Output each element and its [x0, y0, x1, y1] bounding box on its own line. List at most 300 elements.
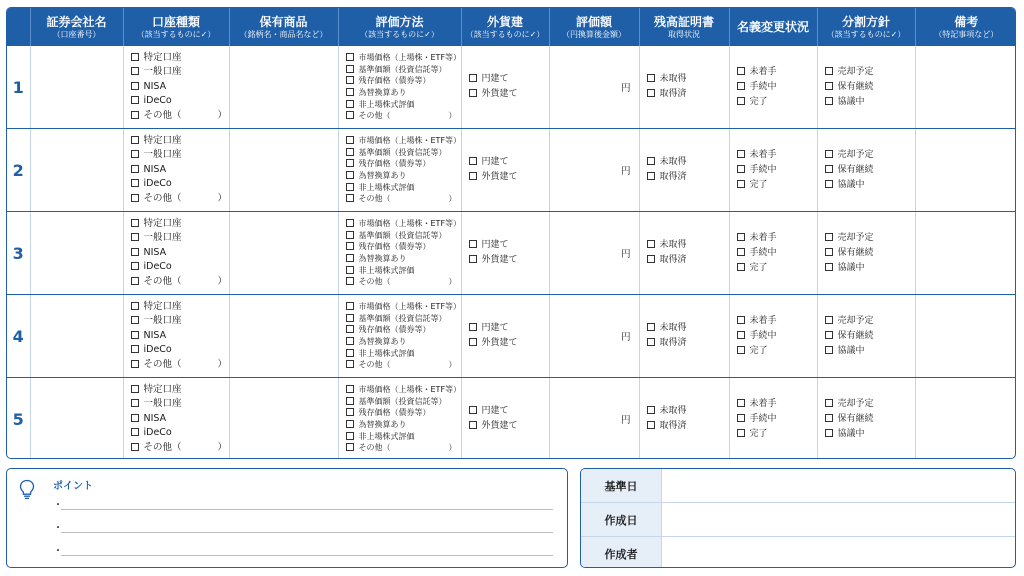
checkbox[interactable] — [131, 302, 139, 310]
checkbox[interactable] — [346, 277, 354, 285]
checkbox[interactable] — [469, 157, 477, 165]
valuation-amount-cell[interactable] — [549, 129, 639, 212]
checkbox-option[interactable] — [346, 182, 461, 194]
checkbox-option[interactable] — [346, 75, 461, 87]
option-list — [640, 72, 729, 102]
checkbox-option[interactable] — [825, 314, 915, 329]
checkbox-option[interactable] — [131, 217, 229, 231]
checkbox-option[interactable] — [737, 329, 817, 344]
checkbox[interactable] — [346, 88, 354, 96]
option-label: 未着手 — [749, 232, 777, 243]
checkbox[interactable] — [131, 82, 139, 90]
checkbox-option[interactable] — [346, 431, 461, 443]
checkbox-option[interactable] — [737, 397, 817, 412]
checkbox[interactable] — [131, 277, 139, 285]
created-date-label: 作成日 — [581, 503, 662, 536]
bullet-marker: ・ — [53, 546, 63, 557]
checkbox[interactable] — [131, 150, 139, 158]
option-label: NISA — [143, 163, 167, 175]
valuation-method-cell — [338, 129, 461, 212]
checkbox-option[interactable] — [825, 231, 915, 246]
valuation-amount-cell[interactable] — [549, 212, 639, 295]
checkbox[interactable] — [825, 316, 833, 324]
checkbox[interactable] — [131, 345, 139, 353]
option-label: 一般口座 — [143, 149, 182, 161]
checkbox[interactable] — [469, 255, 477, 263]
checkbox-option[interactable] — [131, 163, 229, 177]
checkbox[interactable] — [131, 385, 139, 393]
checkbox-option[interactable] — [737, 427, 817, 442]
checkbox-option[interactable] — [737, 163, 817, 178]
checkbox-option[interactable] — [737, 178, 817, 193]
checkbox[interactable] — [825, 82, 833, 90]
checkbox-option[interactable] — [131, 343, 229, 357]
checkbox-option[interactable] — [737, 344, 817, 359]
base-date-row — [581, 469, 1015, 503]
checkbox-option[interactable] — [131, 260, 229, 274]
checkbox-option[interactable] — [469, 321, 549, 336]
option-label: 一般口座 — [143, 232, 182, 244]
option-label: 一般口座 — [143, 66, 182, 78]
checkbox-option[interactable] — [647, 155, 729, 170]
column-header — [817, 8, 915, 46]
broker-name-cell[interactable] — [30, 129, 123, 212]
checkbox-option[interactable] — [647, 72, 729, 87]
checkbox[interactable] — [131, 67, 139, 75]
checkbox-option[interactable] — [737, 412, 817, 427]
checkbox-option[interactable] — [469, 87, 549, 102]
option-label: その他（ — [143, 358, 182, 370]
checkbox[interactable] — [346, 302, 354, 310]
point-bullet-line[interactable] — [53, 519, 553, 533]
checkbox[interactable] — [131, 262, 139, 270]
checkbox-option[interactable] — [131, 412, 229, 426]
checkbox-option[interactable] — [647, 238, 729, 253]
column-header — [915, 8, 1016, 46]
option-label: 売却予定 — [837, 66, 874, 77]
checkbox-option[interactable] — [825, 427, 915, 442]
checkbox[interactable] — [346, 349, 354, 357]
account-type-cell — [123, 46, 229, 129]
checkbox-option[interactable] — [469, 336, 549, 351]
checkbox[interactable] — [131, 360, 139, 368]
checkbox-option[interactable] — [131, 65, 229, 79]
checkbox[interactable] — [647, 421, 655, 429]
checkbox[interactable] — [131, 96, 139, 104]
checkbox-option[interactable] — [131, 397, 229, 411]
checkbox[interactable] — [647, 323, 655, 331]
checkbox[interactable] — [825, 150, 833, 158]
checkbox-option[interactable] — [737, 148, 817, 163]
division-policy-cell — [817, 295, 915, 378]
option-label: 未着手 — [749, 315, 777, 326]
point-title: ポイント — [53, 481, 93, 492]
checkbox-option[interactable] — [346, 336, 461, 348]
checkbox-option[interactable] — [131, 148, 229, 162]
checkbox[interactable] — [131, 53, 139, 61]
checkbox[interactable] — [346, 314, 354, 322]
column-header-subtitle: （該当するものに✓） — [465, 29, 545, 39]
yen-unit: 円 — [620, 332, 631, 343]
checkbox[interactable] — [346, 360, 354, 368]
checkbox[interactable] — [647, 89, 655, 97]
column-header-title: 備考 — [954, 14, 979, 29]
column-header — [729, 8, 817, 46]
checkbox-option[interactable] — [737, 314, 817, 329]
checkbox-option[interactable] — [825, 148, 915, 163]
checkbox-option[interactable] — [346, 348, 461, 360]
checkbox[interactable] — [346, 231, 354, 239]
valuation-amount-cell[interactable] — [549, 46, 639, 129]
checkbox-option[interactable] — [737, 231, 817, 246]
checkbox[interactable] — [737, 248, 745, 256]
checkbox[interactable] — [131, 179, 139, 187]
checkbox-option[interactable] — [825, 329, 915, 344]
checkbox[interactable] — [131, 219, 139, 227]
option-label: 特定口座 — [143, 383, 182, 395]
checkbox[interactable] — [737, 316, 745, 324]
checkbox-option[interactable] — [647, 87, 729, 102]
checkbox-option[interactable] — [469, 419, 549, 434]
checkbox[interactable] — [346, 53, 354, 61]
holdings-cell[interactable] — [229, 129, 338, 212]
checkbox[interactable] — [346, 171, 354, 179]
checkbox-option[interactable] — [131, 94, 229, 108]
option-label: 特定口座 — [143, 217, 182, 229]
checkbox[interactable] — [131, 248, 139, 256]
checkbox-option-other[interactable] — [131, 441, 229, 455]
checkbox-option[interactable] — [131, 246, 229, 260]
broker-name-cell[interactable] — [30, 295, 123, 378]
base-date-field[interactable] — [662, 469, 1015, 502]
checkbox-option[interactable] — [346, 135, 461, 147]
certificate-status-cell — [639, 212, 729, 295]
checkbox-option[interactable] — [346, 147, 461, 159]
close-paren: ） — [448, 360, 457, 370]
checkbox-option[interactable] — [825, 412, 915, 427]
checkbox[interactable] — [346, 432, 354, 440]
checkbox[interactable] — [737, 97, 745, 105]
remarks-cell[interactable] — [915, 46, 1016, 129]
option-label: 売却予定 — [837, 398, 874, 409]
checkbox[interactable] — [346, 443, 354, 451]
checkbox-option[interactable] — [346, 99, 461, 111]
checkbox[interactable] — [737, 233, 745, 241]
point-bullet-line[interactable] — [53, 542, 553, 556]
checkbox-option[interactable] — [131, 383, 229, 397]
checkbox[interactable] — [131, 165, 139, 173]
checkbox-option[interactable] — [346, 396, 461, 408]
checkbox-option[interactable] — [131, 51, 229, 65]
checkbox[interactable] — [469, 240, 477, 248]
checkbox[interactable] — [131, 399, 139, 407]
checkbox-option[interactable] — [825, 397, 915, 412]
checkbox-option[interactable] — [825, 95, 915, 110]
checkbox-option[interactable] — [647, 404, 729, 419]
checkbox-option[interactable] — [346, 218, 461, 230]
checkbox[interactable] — [131, 111, 139, 119]
remarks-cell[interactable] — [915, 295, 1016, 378]
checkbox[interactable] — [346, 148, 354, 156]
checkbox-option[interactable] — [647, 419, 729, 434]
checkbox-option[interactable] — [346, 230, 461, 242]
checkbox-option[interactable] — [346, 170, 461, 182]
checkbox[interactable] — [346, 408, 354, 416]
checkbox[interactable] — [737, 82, 745, 90]
checkbox[interactable] — [825, 331, 833, 339]
broker-name-cell[interactable] — [30, 378, 123, 460]
valuation-amount-cell[interactable] — [549, 295, 639, 378]
checkbox-option[interactable] — [131, 426, 229, 440]
checkbox[interactable] — [346, 385, 354, 393]
checkbox[interactable] — [346, 420, 354, 428]
holdings-cell[interactable] — [229, 212, 338, 295]
option-label: 売却予定 — [837, 149, 874, 160]
checkbox-option[interactable] — [825, 246, 915, 261]
option-label: 完了 — [749, 96, 768, 107]
checkbox[interactable] — [825, 180, 833, 188]
option-label: 市場価格（上場株・ETF等） — [358, 302, 462, 312]
checkbox-option[interactable] — [346, 158, 461, 170]
checkbox[interactable] — [131, 414, 139, 422]
column-header-subtitle: （口座番号） — [52, 29, 101, 39]
checkbox-option[interactable] — [346, 241, 461, 253]
checkbox[interactable] — [737, 414, 745, 422]
checkbox[interactable] — [825, 399, 833, 407]
checkbox-option-other[interactable] — [346, 276, 461, 288]
checkbox[interactable] — [825, 248, 833, 256]
checkbox[interactable] — [469, 421, 477, 429]
checkbox[interactable] — [647, 406, 655, 414]
checkbox[interactable] — [647, 172, 655, 180]
option-label: 外貨建て — [481, 338, 518, 348]
row-number: 2 — [7, 129, 30, 212]
checkbox[interactable] — [647, 240, 655, 248]
checkbox-option[interactable] — [469, 238, 549, 253]
checkbox[interactable] — [737, 67, 745, 75]
checkbox-option[interactable] — [346, 407, 461, 419]
option-label: NISA — [143, 246, 167, 258]
option-list — [339, 52, 461, 122]
column-header-title: 証券会社名 — [46, 14, 107, 29]
checkbox-option[interactable] — [346, 301, 461, 313]
checkbox[interactable] — [131, 316, 139, 324]
valuation-amount-cell[interactable] — [549, 378, 639, 460]
option-label: 未着手 — [749, 149, 777, 160]
checkbox[interactable] — [346, 111, 354, 119]
holdings-cell[interactable] — [229, 46, 338, 129]
checkbox-option[interactable] — [131, 300, 229, 314]
checkbox[interactable] — [825, 97, 833, 105]
holdings-cell[interactable] — [229, 378, 338, 460]
checkbox[interactable] — [346, 325, 354, 333]
checkbox-option[interactable] — [737, 95, 817, 110]
checkbox[interactable] — [737, 429, 745, 437]
option-list — [462, 321, 549, 351]
checkbox-option[interactable] — [346, 313, 461, 325]
checkbox[interactable] — [131, 233, 139, 241]
checkbox-option[interactable] — [346, 87, 461, 99]
checkbox[interactable] — [737, 263, 745, 271]
lightbulb-icon — [19, 479, 35, 501]
checkbox[interactable] — [131, 194, 139, 202]
broker-name-cell[interactable] — [30, 46, 123, 129]
checkbox[interactable] — [346, 242, 354, 250]
option-label: その他（ — [358, 360, 391, 370]
created-date-field[interactable] — [662, 503, 1015, 536]
checkbox-option[interactable] — [737, 80, 817, 95]
option-label: iDeCo — [143, 344, 172, 356]
checkbox-option[interactable] — [647, 253, 729, 268]
option-list — [640, 155, 729, 185]
checkbox-option[interactable] — [346, 324, 461, 336]
remarks-cell[interactable] — [915, 212, 1016, 295]
checkbox-option[interactable] — [825, 80, 915, 95]
checkbox[interactable] — [346, 65, 354, 73]
checkbox[interactable] — [346, 397, 354, 405]
holdings-cell[interactable] — [229, 295, 338, 378]
checkbox[interactable] — [131, 331, 139, 339]
checkbox-option[interactable] — [346, 64, 461, 76]
checkbox-option[interactable] — [131, 329, 229, 343]
option-label: 基準価額（投資信託等） — [358, 313, 447, 323]
checkbox[interactable] — [346, 337, 354, 345]
checkbox[interactable] — [647, 74, 655, 82]
checkbox-option[interactable] — [469, 253, 549, 268]
checkbox[interactable] — [737, 165, 745, 173]
checkbox-option[interactable] — [346, 419, 461, 431]
option-label: 未取得 — [659, 323, 687, 333]
checkbox[interactable] — [469, 406, 477, 414]
checkbox-option[interactable] — [825, 344, 915, 359]
checkbox-option[interactable] — [647, 321, 729, 336]
checkbox-option-other[interactable] — [131, 358, 229, 372]
checkbox-option-other[interactable] — [346, 110, 461, 122]
table-row — [7, 129, 1016, 212]
checkbox[interactable] — [825, 414, 833, 422]
table-header-row — [7, 8, 1016, 46]
option-list — [339, 384, 461, 454]
checkbox-option[interactable] — [469, 155, 549, 170]
checkbox-option[interactable] — [469, 72, 549, 87]
checkbox-option[interactable] — [131, 231, 229, 245]
checkbox[interactable] — [737, 180, 745, 188]
checkbox[interactable] — [469, 323, 477, 331]
checkbox[interactable] — [647, 157, 655, 165]
checkbox-option[interactable] — [825, 178, 915, 193]
checkbox[interactable] — [469, 172, 477, 180]
checkbox[interactable] — [737, 150, 745, 158]
checkbox-option-other[interactable] — [346, 359, 461, 371]
checkbox[interactable] — [131, 428, 139, 436]
checkbox[interactable] — [825, 165, 833, 173]
point-bullet-line[interactable] — [53, 496, 553, 510]
checkbox[interactable] — [131, 443, 139, 451]
remarks-cell[interactable] — [915, 129, 1016, 212]
checkbox-option-other[interactable] — [346, 193, 461, 205]
option-list — [640, 238, 729, 268]
checkbox-option-other[interactable] — [346, 442, 461, 454]
checkbox[interactable] — [737, 331, 745, 339]
option-label: 外貨建て — [481, 421, 518, 431]
checkbox[interactable] — [346, 159, 354, 167]
checkbox[interactable] — [346, 266, 354, 274]
checkbox[interactable] — [131, 136, 139, 144]
checkbox[interactable] — [469, 89, 477, 97]
checkbox-option[interactable] — [825, 261, 915, 276]
currency-cell — [461, 378, 549, 460]
checkbox[interactable] — [346, 76, 354, 84]
checkbox-option[interactable] — [131, 314, 229, 328]
option-label: iDeCo — [143, 178, 172, 190]
checkbox[interactable] — [346, 194, 354, 202]
checkbox-option[interactable] — [131, 177, 229, 191]
option-label: 取得済 — [659, 255, 687, 265]
checkbox[interactable] — [825, 233, 833, 241]
checkbox[interactable] — [346, 136, 354, 144]
checkbox[interactable] — [647, 338, 655, 346]
option-label: 特定口座 — [143, 300, 182, 312]
checkbox-option[interactable] — [346, 253, 461, 265]
checkbox[interactable] — [346, 100, 354, 108]
option-label: 非上場株式評価 — [358, 182, 415, 192]
checkbox[interactable] — [346, 183, 354, 191]
checkbox[interactable] — [469, 338, 477, 346]
checkbox-option[interactable] — [469, 170, 549, 185]
checkbox[interactable] — [825, 67, 833, 75]
checkbox-option-other[interactable] — [131, 109, 229, 123]
remarks-cell[interactable] — [915, 378, 1016, 460]
column-header — [639, 8, 729, 46]
broker-name-cell[interactable] — [30, 212, 123, 295]
checkbox-option[interactable] — [825, 163, 915, 178]
checkbox-option-other[interactable] — [131, 192, 229, 206]
created-date-row — [581, 503, 1015, 537]
row-number: 1 — [7, 46, 30, 129]
table-row — [7, 378, 1016, 460]
checkbox-option[interactable] — [469, 404, 549, 419]
checkbox-option[interactable] — [346, 52, 461, 64]
option-label: 未取得 — [659, 406, 687, 416]
checkbox-option[interactable] — [737, 261, 817, 276]
checkbox-option-other[interactable] — [131, 275, 229, 289]
checkbox-option[interactable] — [131, 80, 229, 94]
checkbox-option[interactable] — [647, 170, 729, 185]
checkbox[interactable] — [469, 74, 477, 82]
checkbox-option[interactable] — [346, 384, 461, 396]
currency-cell — [461, 46, 549, 129]
checkbox-option[interactable] — [737, 65, 817, 80]
checkbox-option[interactable] — [737, 246, 817, 261]
checkbox[interactable] — [346, 254, 354, 262]
checkbox-option[interactable] — [647, 336, 729, 351]
currency-cell — [461, 212, 549, 295]
column-header-title: 評価方法 — [375, 14, 424, 29]
checkbox[interactable] — [825, 263, 833, 271]
yen-unit: 円 — [620, 415, 631, 426]
author-field[interactable] — [662, 537, 1015, 568]
checkbox-option[interactable] — [346, 265, 461, 277]
checkbox-option[interactable] — [131, 134, 229, 148]
checkbox[interactable] — [825, 429, 833, 437]
account-type-cell — [123, 129, 229, 212]
checkbox[interactable] — [737, 399, 745, 407]
checkbox[interactable] — [647, 255, 655, 263]
checkbox[interactable] — [346, 219, 354, 227]
checkbox[interactable] — [825, 346, 833, 354]
checkbox-option[interactable] — [825, 65, 915, 80]
checkbox[interactable] — [737, 346, 745, 354]
